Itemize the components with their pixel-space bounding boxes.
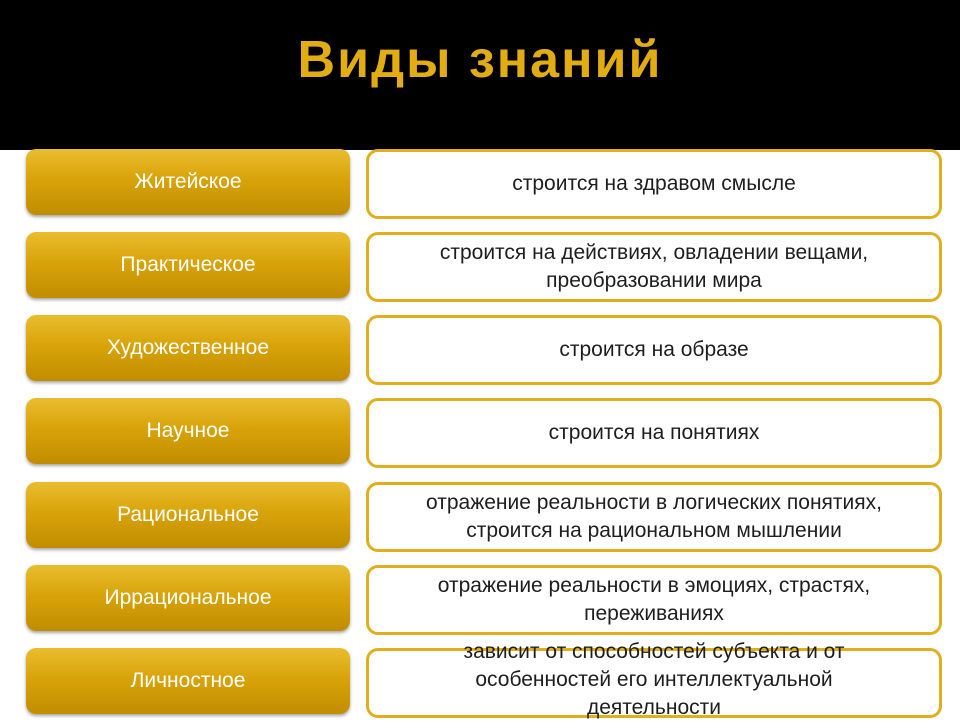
knowledge-row-personal bbox=[0, 640, 960, 719]
knowledge-type-description bbox=[366, 398, 942, 468]
description-text: строится на образе bbox=[559, 338, 749, 361]
knowledge-type-label: Житейское bbox=[26, 149, 350, 215]
knowledge-type-description bbox=[366, 565, 942, 635]
description-text: строится на понятиях bbox=[548, 421, 760, 444]
knowledge-type-label: Научное bbox=[26, 398, 350, 464]
title-bar bbox=[0, 0, 960, 150]
description-text: отражение реальности в эмоциях, страстях, переживаниях bbox=[437, 574, 871, 625]
knowledge-type-description bbox=[366, 232, 942, 302]
knowledge-row-everyday bbox=[0, 149, 960, 219]
knowledge-type-label: Иррациональное bbox=[26, 565, 350, 631]
knowledge-type-description bbox=[366, 482, 942, 552]
description-text: зависит от способностей субъекта и от особенностей его интеллектуальной деятельности bbox=[463, 640, 845, 719]
knowledge-row-scientific bbox=[0, 398, 960, 468]
knowledge-row-rational bbox=[0, 482, 960, 552]
knowledge-type-description bbox=[366, 315, 942, 385]
knowledge-type-label: Личностное bbox=[26, 648, 350, 714]
page-title: Виды знаний bbox=[297, 31, 663, 89]
knowledge-type-description bbox=[366, 640, 942, 719]
description-text: отражение реальности в логических понятиях, строится на рациональном мышлении bbox=[426, 491, 882, 542]
knowledge-type-label: Рациональное bbox=[26, 482, 350, 548]
description-text: строится на действиях, овладении вещами, преобразовании мира bbox=[439, 241, 869, 292]
knowledge-row-irrational bbox=[0, 565, 960, 635]
knowledge-type-label: Практическое bbox=[26, 232, 350, 298]
description-text: строится на здравом смысле bbox=[512, 172, 796, 195]
knowledge-row-practical bbox=[0, 232, 960, 302]
knowledge-row-artistic bbox=[0, 315, 960, 385]
knowledge-type-label: Художественное bbox=[26, 315, 350, 381]
knowledge-type-description bbox=[366, 149, 942, 219]
